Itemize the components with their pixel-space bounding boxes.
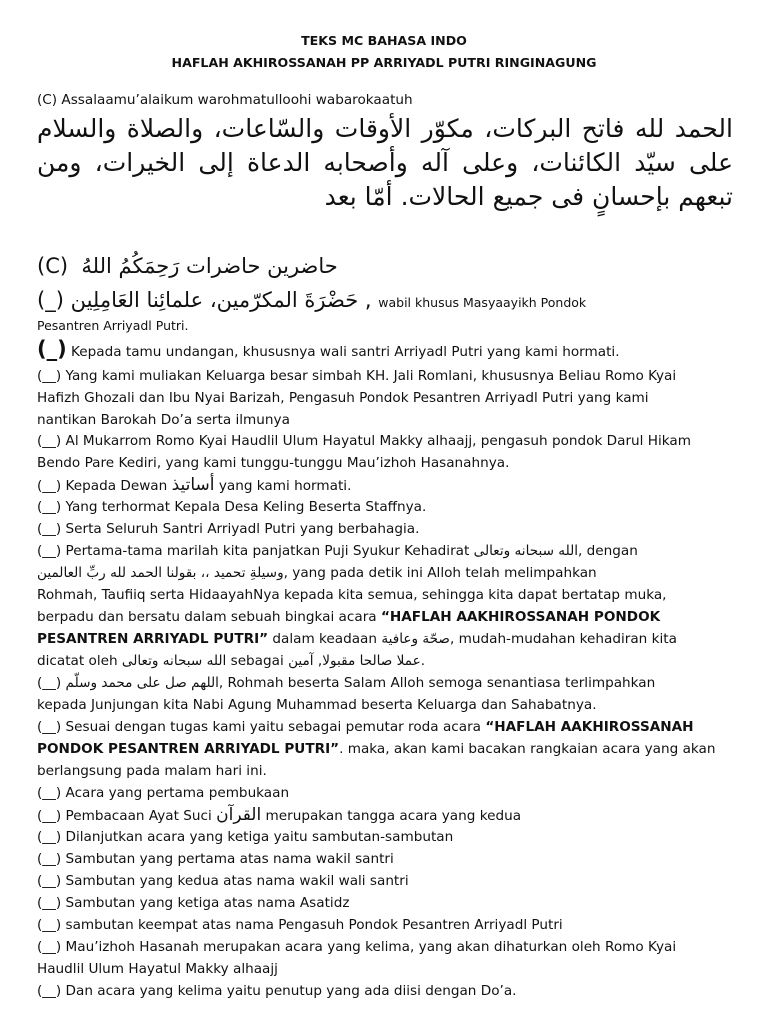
mc-marker: (_) [37,337,67,361]
syukur-text: sebagai [230,653,284,669]
sholawat-text: , Rohmah beserta Salam Alloh semoga senantiasa terlimpahkan [218,675,656,691]
hadirin-line [37,252,731,280]
syukur-arabic: الله سبحانه وتعالى [121,653,227,669]
tugas-text: (__) Sesuai dengan tugas kami yaitu sebagai pemutar roda acara [37,719,481,735]
quran-arabic: القرآن [216,805,262,825]
agenda-text: (__) Pembacaan Ayat Suci [37,808,212,824]
arabic-opening: الحمد لله فاتح البركات، مكوّر الأوقات والسّاعات، والصلاة والسلام على سيّد الكائنات، وعلى آله وأصحابه الدعاة إلى الخيرات، ومن تبعهم بإحسانٍ فى جميع الحالات. أمّا بعد [37,114,733,211]
opening-salam: (C) Assalaamu’alaikum warohmatulloohi wabarokaatuh [37,92,413,108]
tamu-paragraph [37,339,731,364]
syukur-arabic: وسيلةِ تحميد ،، بقولنا الحمد لله ربِّ العالمين [37,565,284,581]
doc-subtitle: HAFLAH AKHIROSSANAH PP ARRIYADL PUTRI RINGINAGUNG [171,55,597,70]
tamu-text: Kepada tamu undangan, khususnya wali santri Arriyadl Putri yang kami hormati. [71,344,620,360]
syukur-line-6 [37,651,731,673]
agenda-item: (__) Sambutan yang pertama atas nama wakil santri [37,851,394,867]
agenda-text: merupakan tangga acara yang kedua [265,808,522,824]
hadrah-arabic: حَضْرَةَ المكرّمين، علمائِنا العَامِلِين [70,288,359,312]
syukur-arabic: صحّة وعافية [381,631,450,647]
keluarga-line-3: nantikan Barokah Do’a serta ilmunya [37,412,290,428]
syukur-line-1 [37,541,731,563]
syukur-text: . [420,653,426,669]
santri-line: (__) Serta Seluruh Santri Arriyadl Putri yang berbahagia. [37,521,420,537]
event-name: “HAFLAH AAKHIROSSANAH [485,719,694,735]
agenda-item [37,805,731,828]
tugas-line-3: berlangsung pada malam hari ini. [37,763,267,779]
tugas-line-1 [37,717,731,739]
sholawat-line-2: kepada Junjungan kita Nabi Agung Muhammad beserta Keluarga dan Sahabatnya. [37,697,597,713]
hadirin-arabic: حاضرين حاضرات رَحِمَكُمُ اللهُ [81,254,338,278]
hadrah-line [37,286,731,317]
hadrah-latin-cont: Pesantren Arriyadl Putri. [37,318,189,333]
agenda-item-cont: Haudlil Ulum Hayatul Makky alhaajj [37,961,278,977]
agenda-item: (__) Dilanjutkan acara yang ketiga yaitu sambutan-sambutan [37,829,454,845]
syukur-text: , mudah-mudahan kehadiran kita [449,631,677,647]
syukur-text: , dengan [578,543,638,559]
agenda-item: (__) Sambutan yang kedua atas nama wakil wali santri [37,873,409,889]
dewan-arabic: أساتيذ [171,475,215,495]
agenda-item: (__) Mau’izhoh Hasanah merupakan acara yang kelima, yang akan dihaturkan oleh Romo Kyai [37,939,677,955]
mc-marker: (__) [37,675,62,691]
syukur-text: dalam keadaan [272,631,378,647]
dewan-line [37,475,731,498]
kades-line: (__) Yang terhormat Kepala Desa Keling Beserta Staffnya. [37,499,427,515]
hadrah-latin: wabil khusus Masyaayikh Pondok [378,295,587,310]
doc-title: TEKS MC BAHASA INDO [301,33,467,48]
mukarrom-line-1: (__) Al Mukarrom Romo Kyai Haudlil Ulum Hayatul Makky alhaajj, pengasuh pondok Darul Hikam [37,433,691,449]
event-name: PONDOK PESANTREN ARRIYADL PUTRI” [37,741,340,757]
dewan-pre: (__) Kepada Dewan [37,478,168,494]
tugas-line-2 [37,739,731,761]
syukur-line-2 [37,563,731,585]
mc-marker: (C) [37,254,69,278]
event-name: PESANTREN ARRIYADL PUTRI” [37,631,269,647]
comma: , [364,288,372,312]
agenda-item: (__) sambutan keempat atas nama Pengasuh Pondok Pesantren Arriyadl Putri [37,917,563,933]
syukur-arabic: عملا صالحا مقبولا, آمين [288,653,421,669]
mukarrom-line-2: Bendo Pare Kediri, yang kami tunggu-tunggu Mau’izhoh Hasanahnya. [37,455,510,471]
syukur-text: dicatat oleh [37,653,118,669]
syukur-line-4 [37,607,731,629]
keluarga-line-1: (__) Yang kami muliakan Keluarga besar simbah KH. Jali Romlani, khususnya Beliau Romo Kyai [37,368,677,384]
syukur-line-5 [37,629,731,651]
syukur-arabic: الله سبحانه وتعالى [473,543,579,559]
event-name: “HAFLAH AAKHIROSSANAH PONDOK [380,609,661,625]
dewan-post: yang kami hormati. [218,478,352,494]
syukur-text: , yang pada detik ini Alloh telah melimpahkan [283,565,597,581]
syukur-line-3: Rohmah, Taufiiq serta HidaayahNya kepada kita semua, sehingga kita dapat bertatap muka, [37,587,667,603]
syukur-text: berpadu dan bersatu dalam sebuah bingkai acara [37,609,377,625]
tugas-text: . maka, akan kami bacakan rangkaian acara yang akan [339,741,716,757]
sholawat-arabic: اللهم صل على محمد وسلّم [65,675,219,691]
agenda-item: (__) Sambutan yang ketiga atas nama Asatidz [37,895,350,911]
syukur-text: (__) Pertama-tama marilah kita panjatkan Puji Syukur Kehadirat [37,543,470,559]
mc-marker: (_) [37,288,64,312]
agenda-item: (__) Dan acara yang kelima yaitu penutup yang ada diisi dengan Do’a. [37,983,517,999]
agenda-item: (__) Acara yang pertama pembukaan [37,785,290,801]
keluarga-line-2: Hafizh Ghozali dan Ibu Nyai Barizah, Pengasuh Pondok Pesantren Arriyadl Putri yang kami [37,390,649,406]
sholawat-line-1 [37,673,731,695]
